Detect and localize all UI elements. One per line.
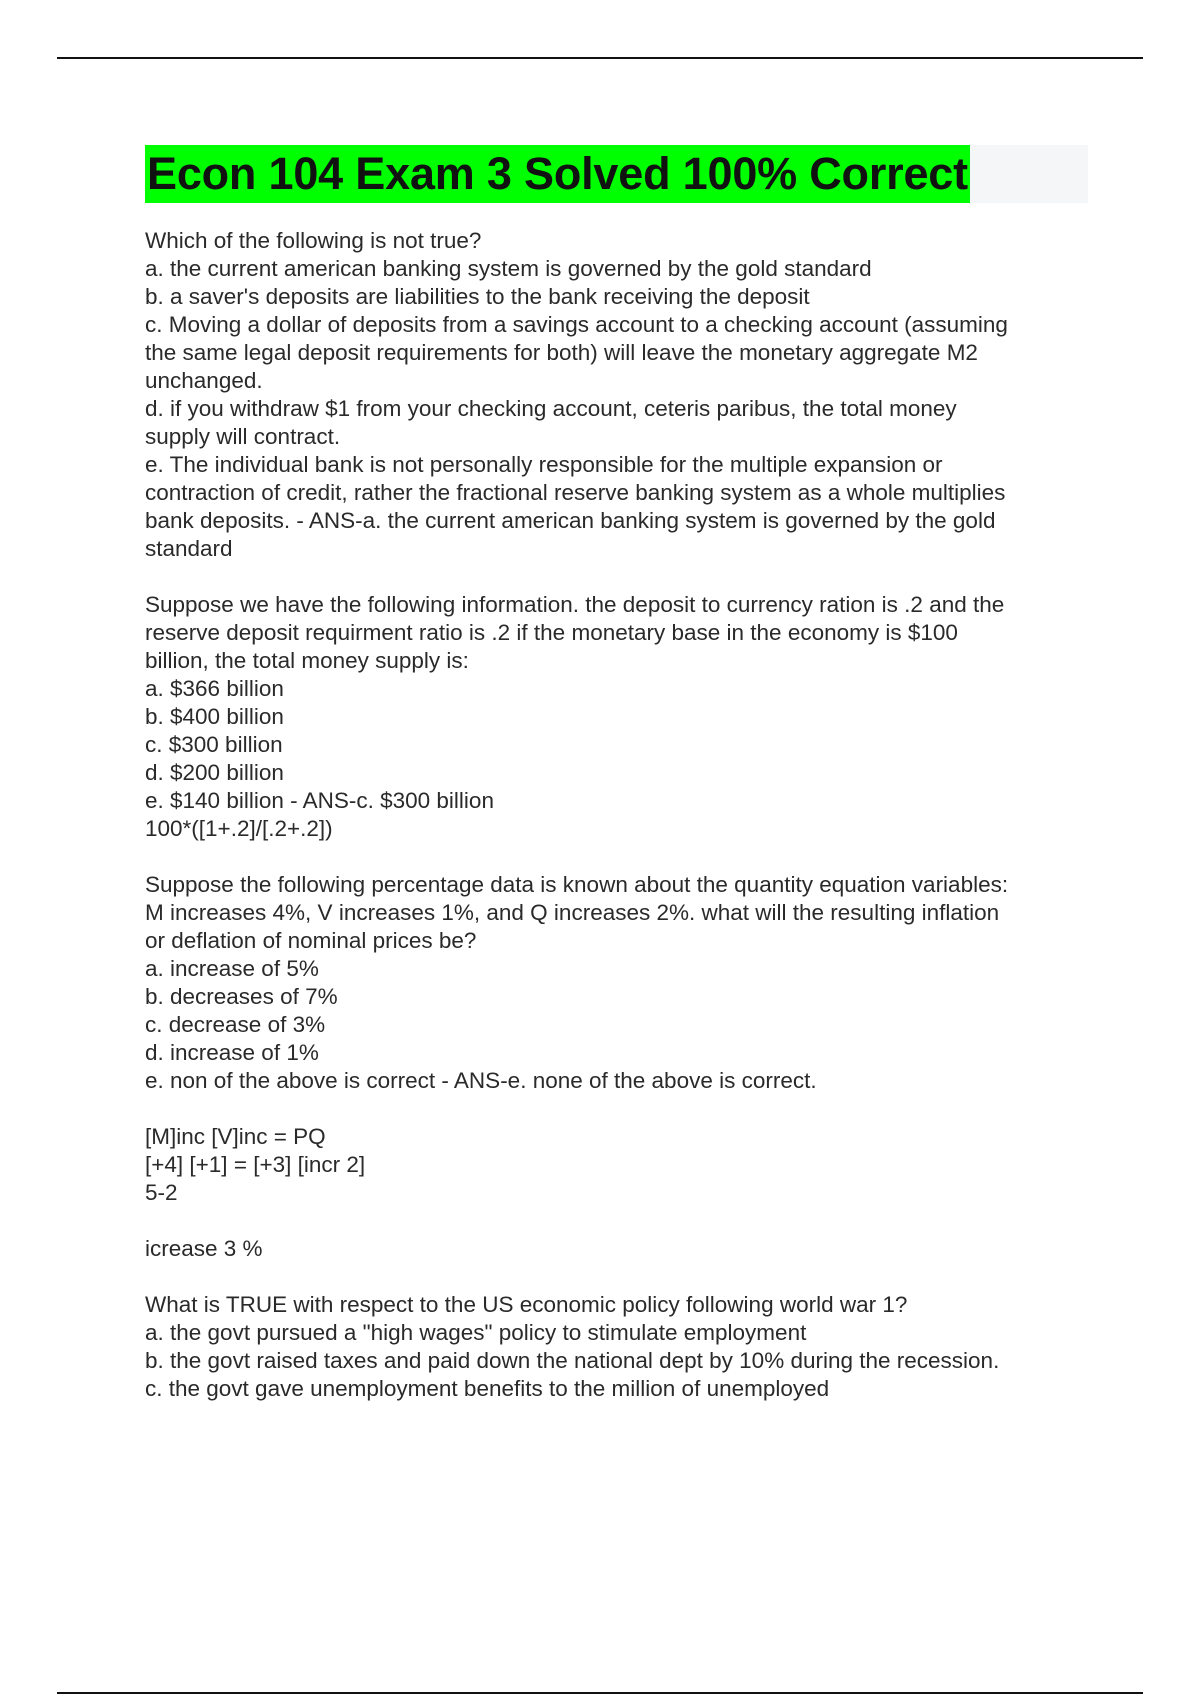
text-line: b. the govt raised taxes and paid down the national dept by 10% during the recession. [145, 1348, 1000, 1373]
text-line: reserve deposit requirment ratio is .2 if the monetary base in the economy is $100 [145, 620, 958, 645]
text-line: b. decreases of 7% [145, 984, 338, 1009]
text-line: contraction of credit, rather the fractional reserve banking system as a whole multiplies [145, 480, 1006, 505]
question-block [145, 871, 1085, 1095]
question-block [145, 227, 1085, 563]
text-line: c. the govt gave unemployment benefits to the million of unemployed [145, 1376, 830, 1401]
text-line: icrease 3 % [145, 1236, 263, 1261]
top-rule [57, 57, 1143, 59]
document-body [145, 227, 1085, 1431]
text-line: b. a saver's deposits are liabilities to the bank receiving the deposit [145, 284, 810, 309]
text-line: Suppose we have the following information. the deposit to currency ration is .2 and the [145, 592, 1005, 617]
text-line: c. $300 billion [145, 732, 283, 757]
text-line: What is TRUE with respect to the US economic policy following world war 1? [145, 1292, 908, 1317]
title-banner [145, 145, 1088, 203]
text-line: standard [145, 536, 233, 561]
text-line: a. the govt pursued a "high wages" policy to stimulate employment [145, 1320, 807, 1345]
text-line: unchanged. [145, 368, 263, 393]
text-line: supply will contract. [145, 424, 341, 449]
text-line: d. $200 billion [145, 760, 284, 785]
text-line: [+4] [+1] = [+3] [incr 2] [145, 1152, 366, 1177]
text-line: a. increase of 5% [145, 956, 319, 981]
text-line: b. $400 billion [145, 704, 284, 729]
bottom-rule [57, 1692, 1143, 1694]
text-line: c. Moving a dollar of deposits from a savings account to a checking account (assuming [145, 312, 1008, 337]
text-line: bank deposits. - ANS-a. the current american banking system is governed by the gold [145, 508, 996, 533]
text-line: e. The individual bank is not personally responsible for the multiple expansion or [145, 452, 943, 477]
text-line: billion, the total money supply is: [145, 648, 469, 673]
text-line: [M]inc [V]inc = PQ [145, 1124, 326, 1149]
text-line: e. $140 billion - ANS-c. $300 billion [145, 788, 494, 813]
text-line: Suppose the following percentage data is known about the quantity equation variables: [145, 872, 1009, 897]
document-title: Econ 104 Exam 3 Solved 100% Correct [145, 145, 970, 203]
text-line: 100*([1+.2]/[.2+.2]) [145, 816, 333, 841]
text-line: or deflation of nominal prices be? [145, 928, 477, 953]
text-line: Which of the following is not true? [145, 228, 482, 253]
text-line: d. if you withdraw $1 from your checking account, ceteris paribus, the total money [145, 396, 957, 421]
text-line: d. increase of 1% [145, 1040, 319, 1065]
question-block [145, 1123, 1085, 1207]
question-block [145, 591, 1085, 843]
text-line: 5-2 [145, 1180, 178, 1205]
text-line: M increases 4%, V increases 1%, and Q increases 2%. what will the resulting inflation [145, 900, 1000, 925]
text-line: the same legal deposit requirements for both) will leave the monetary aggregate M2 [145, 340, 978, 365]
text-line: a. $366 billion [145, 676, 284, 701]
text-line: e. non of the above is correct - ANS-e. none of the above is correct. [145, 1068, 817, 1093]
question-block [145, 1235, 1085, 1263]
text-line: a. the current american banking system is governed by the gold standard [145, 256, 872, 281]
question-block [145, 1291, 1085, 1403]
text-line: c. decrease of 3% [145, 1012, 326, 1037]
